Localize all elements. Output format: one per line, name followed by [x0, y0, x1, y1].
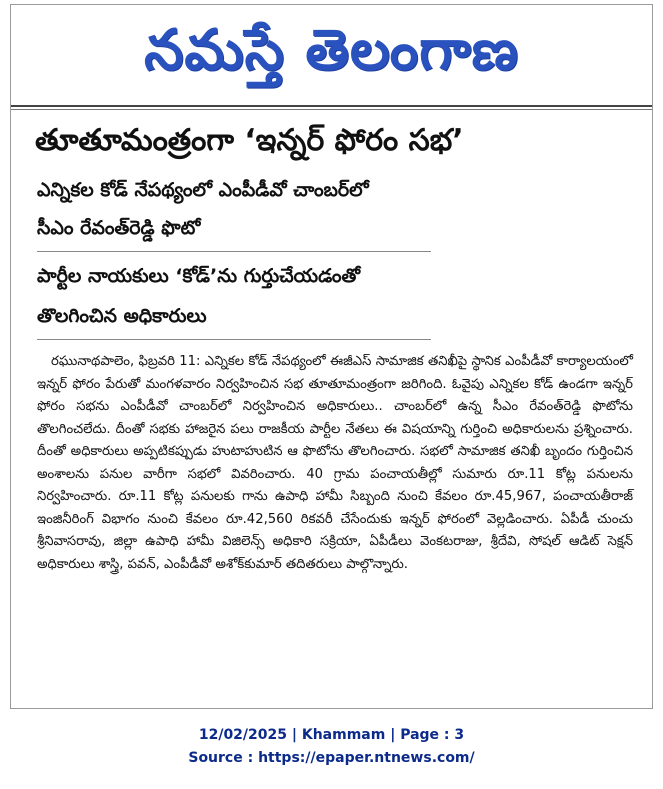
masthead-divider — [11, 105, 652, 107]
masthead — [11, 5, 652, 101]
subhead-4: తొలగించిన అధికారులు — [37, 305, 207, 327]
subhead-divider-2 — [37, 339, 431, 340]
article-body: రఘునాథపాలెం, ఫిబ్రవరి 11: ఎన్నికల కోడ్ నేపథ్యంలో ఈజీఎస్ సామాజిక తనిఖీపై స్థానిక ఎంపీడీవో కార్యాలయంలో ఇన్నర్ ఫోరం పేరుతో మంగళవారం నిర్వహించిన సభ తూతూమంత్రంగా జరిగింది. ఓవైపు ఎన్నికల కోడ్ ఉండగా ఇన్నర్ ఫోరం సభను ఎంపీడీవో చాంబర్‌లో నిర్వహించిన అధికారులు.. చాంబర్‌లో ఉన్న సీఎం రేవంత్‌రెడ్డి ఫొటోను తొలగించలేదు. దీంతో సభకు హాజరైన పలు రాజకీయ పార్టీల నేతలు ఈ విషయాన్ని గుర్తించి అధికారులను ప్రశ్నించారు. దీంతో అధికారులు అప్పటికప్పుడు హుటాహుటిన ఆ ఫొటోను తొలగించారు. సభలో సామాజిక తనిఖీ బృందం గుర్తించిన అంశాలను పనుల వారీగా సభలో వివరించారు. 40 గ్రామ పంచాయతీల్లో సుమారు రూ.11 కోట్ల పనులను నిర్వహించారు. రూ.11 కోట్ల పనులకు గాను ఉపాధి హామీ సిబ్బంది నుంచి కేవలం రూ.45,967, పంచాయతీరాజ్ ఇంజినీరింగ్ విభాగం నుంచి కేవలం రూ.42,560 రికవరీ చేసేందుకు ఇన్నర్ ఫోరంలో వెల్లడించారు. ఏపీడీ చుంచు శ్రీనివాసరావు, జిల్లా ఉపాధి హామీ విజిలెన్స్ అధికారి సక్రియా, ఏపీడీలు వెంకటరాజు, శ్రీదేవి, సోషల్ ఆడిట్ సెక్షన్ అధికారులు శాస్త్రి, పవన్, ఎంపీడీవో అశోక్‌కుమార్ తదితరులు పాల్గొన్నారు. — [37, 354, 633, 572]
subhead-2: సీఎం రేవంత్‌రెడ్డి ఫొటో — [37, 217, 201, 239]
footer-dateline: 12/02/2025 | Khammam | Page : 3 — [198, 727, 465, 743]
subhead-1: ఎన్నికల కోడ్ నేపథ్యంలో ఎంపీడీవో చాంబర్‌లో — [37, 179, 369, 201]
subhead-3: పార్టీల నాయకులు ‘కోడ్’ను గుర్తుచేయడంతో — [37, 265, 361, 287]
news-clipping — [10, 4, 653, 709]
masthead-title: నమస్తే తెలంగాణ — [144, 18, 519, 83]
headline: తూతూమంత్రంగా ‘ఇన్నర్ ఫోరం సభ’ — [35, 123, 464, 158]
subhead-divider — [37, 251, 431, 252]
masthead-divider-thin — [11, 109, 652, 110]
footer-source: Source : https://epaper.ntnews.com/ — [188, 750, 475, 766]
